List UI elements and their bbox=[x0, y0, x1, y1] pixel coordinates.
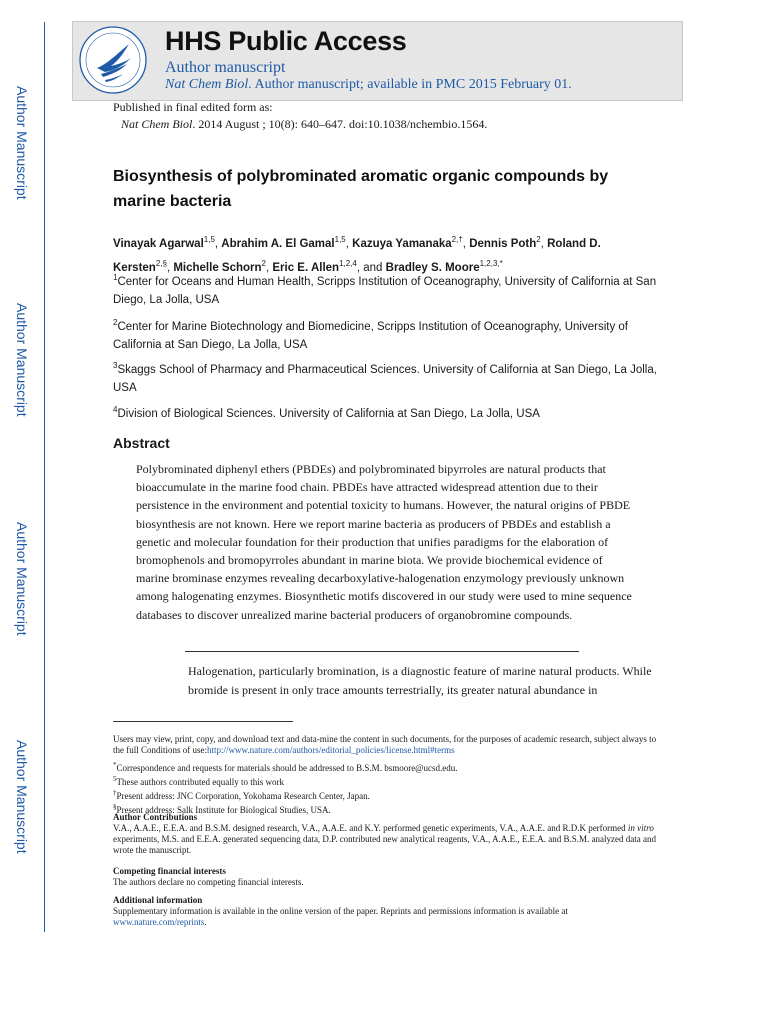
contributions-heading: Author Contributions bbox=[113, 812, 198, 822]
additional-heading: Additional information bbox=[113, 895, 203, 905]
margin-rule bbox=[44, 22, 45, 932]
hhs-eagle-logo-icon bbox=[77, 24, 149, 96]
brand-title: HHS Public Access bbox=[165, 26, 407, 56]
journal-availability: Nat Chem Biol. Author manuscript; available in PMC 2015 February 01. bbox=[165, 77, 572, 92]
abstract-body: Polybrominated diphenyl ethers (PBDEs) and polybrominated bipyrroles are natural products that bioaccumulate in the marine food chain. PBDEs have attracted widespread attention due to their persistence in the environment and potential toxicity to humans. However, the natural origins of PBDE biosynthesis are not known. Here we report marine bacteria as producers of PBDEs and establish a genetic and molecular foundation for their production that unifies paradigms for the elaboration of bromophenols and bromopyrroles abundant in marine biota. We provide biochemical evidence of marine brominase enzymes revealing decarboxylative-halogenation enzymology previously unknown among halogenating enzymes. Biosynthetic motifs discovered in our study were used to mine sequence databases to discover unrealized marine bacterial producers of organobromine compounds. bbox=[136, 462, 632, 622]
author: Kazuya Yamanaka$^{2,\dagger}$, bbox=[352, 235, 470, 250]
affiliation-4: $^4$Division of Biological Sciences. University of California at San Diego, La Jolla, USA bbox=[113, 405, 540, 420]
footnote-list bbox=[113, 760, 658, 816]
footnote-separator bbox=[113, 721, 293, 722]
author: Eric E. Allen$^{1,2,4}$, and bbox=[272, 258, 386, 274]
published-citation: Nat Chem Biol. 2014 August ; 10(8): 640–647. doi:10.1038/nchembio.1564. bbox=[121, 117, 488, 131]
author: Vinayak Agarwal$^{1,5}$, bbox=[113, 235, 222, 250]
published-label: Published in final edited form as: bbox=[113, 100, 273, 114]
footnote-equal-contribution: $^5$These authors contributed equally to this work bbox=[113, 775, 284, 787]
paper-title: Biosynthesis of polybrominated aromatic organic compounds by marine bacteria bbox=[113, 168, 609, 210]
author: Dennis Poth$^2$, bbox=[469, 235, 548, 250]
license-link[interactable]: http://www.nature.com/authors/editorial_policies/license.html#terms bbox=[207, 745, 455, 755]
intro-paragraph: Halogenation, particularly bromination, is a diagnostic feature of marine natural products. While bromide is present in only trace amounts terrestrially, its greater natural abundance in bbox=[188, 664, 652, 697]
author-contributions: Author Contributions V.A., A.A.E., E.E.A. and B.S.M. designed research, V.A., A.A.E. and K.Y. performed genetic experiments, V.A., A.A.E. and R.D.K performed in vitro experiments, M.S. and E.E.A. generated sequencing data, D.P. contributed new analytical reagents, V.A., A.A.E., E.E.A. and B.S.M. analyzed data and wrote the manuscript. bbox=[113, 812, 657, 855]
competing-heading: Competing financial interests bbox=[113, 866, 226, 876]
competing-interests: Competing financial interests The authors declare no competing financial interests. bbox=[113, 866, 304, 887]
manuscript-label: Author manuscript bbox=[165, 59, 286, 76]
author: Bradley S. Moore$^{1,2,3,*}$ bbox=[385, 258, 503, 274]
abstract-heading: Abstract bbox=[113, 435, 170, 451]
author: Abrahim A. El Gamal$^{1,5}$, bbox=[221, 235, 353, 250]
additional-information: Additional information Supplementary information is available in the online version of the paper. Reprints and permissions information is available at www.nature.com/reprints. bbox=[113, 895, 568, 927]
footnote-correspondence: *Correspondence and requests for materials should be addressed to B.S.M. bsmoore@ucsd.edu. bbox=[113, 761, 458, 773]
affiliation-1: $^1$Center for Oceans and Human Health, Scripps Institution of Oceanography, University of California at San Diego, La Jolla, USA bbox=[113, 273, 657, 306]
abstract-separator bbox=[185, 651, 579, 652]
author: Roland D. Kersten$^{2,\S}$, bbox=[113, 237, 601, 274]
affiliation-3: $^3$Skaggs School of Pharmacy and Pharmaceutical Sciences. University of California at San Diego, La Jolla, USA bbox=[113, 361, 657, 394]
reprints-link[interactable]: www.nature.com/reprints bbox=[113, 917, 205, 927]
footnote-present-address-2: §Present address: Salk Institute for Biological Studies, USA. bbox=[113, 803, 331, 815]
footnote-present-address-1: †Present address: JNC Corporation, Yokohama Research Center, Japan. bbox=[113, 789, 370, 801]
author: Michelle Schorn$^2$, bbox=[173, 258, 273, 274]
affiliation-2: $^2$Center for Marine Biotechnology and Biomedicine, Scripps Institution of Oceanography, University of California at San Diego, La Jolla, USA bbox=[113, 318, 628, 351]
rights-statement: Users may view, print, copy, and download text and data-mine the content in such documents, for the purposes of academic research, subject always to the full Conditions of use:http://www.nature.com/authors/editorial_policies/license.html#terms bbox=[113, 734, 657, 755]
hhs-header bbox=[72, 21, 683, 101]
